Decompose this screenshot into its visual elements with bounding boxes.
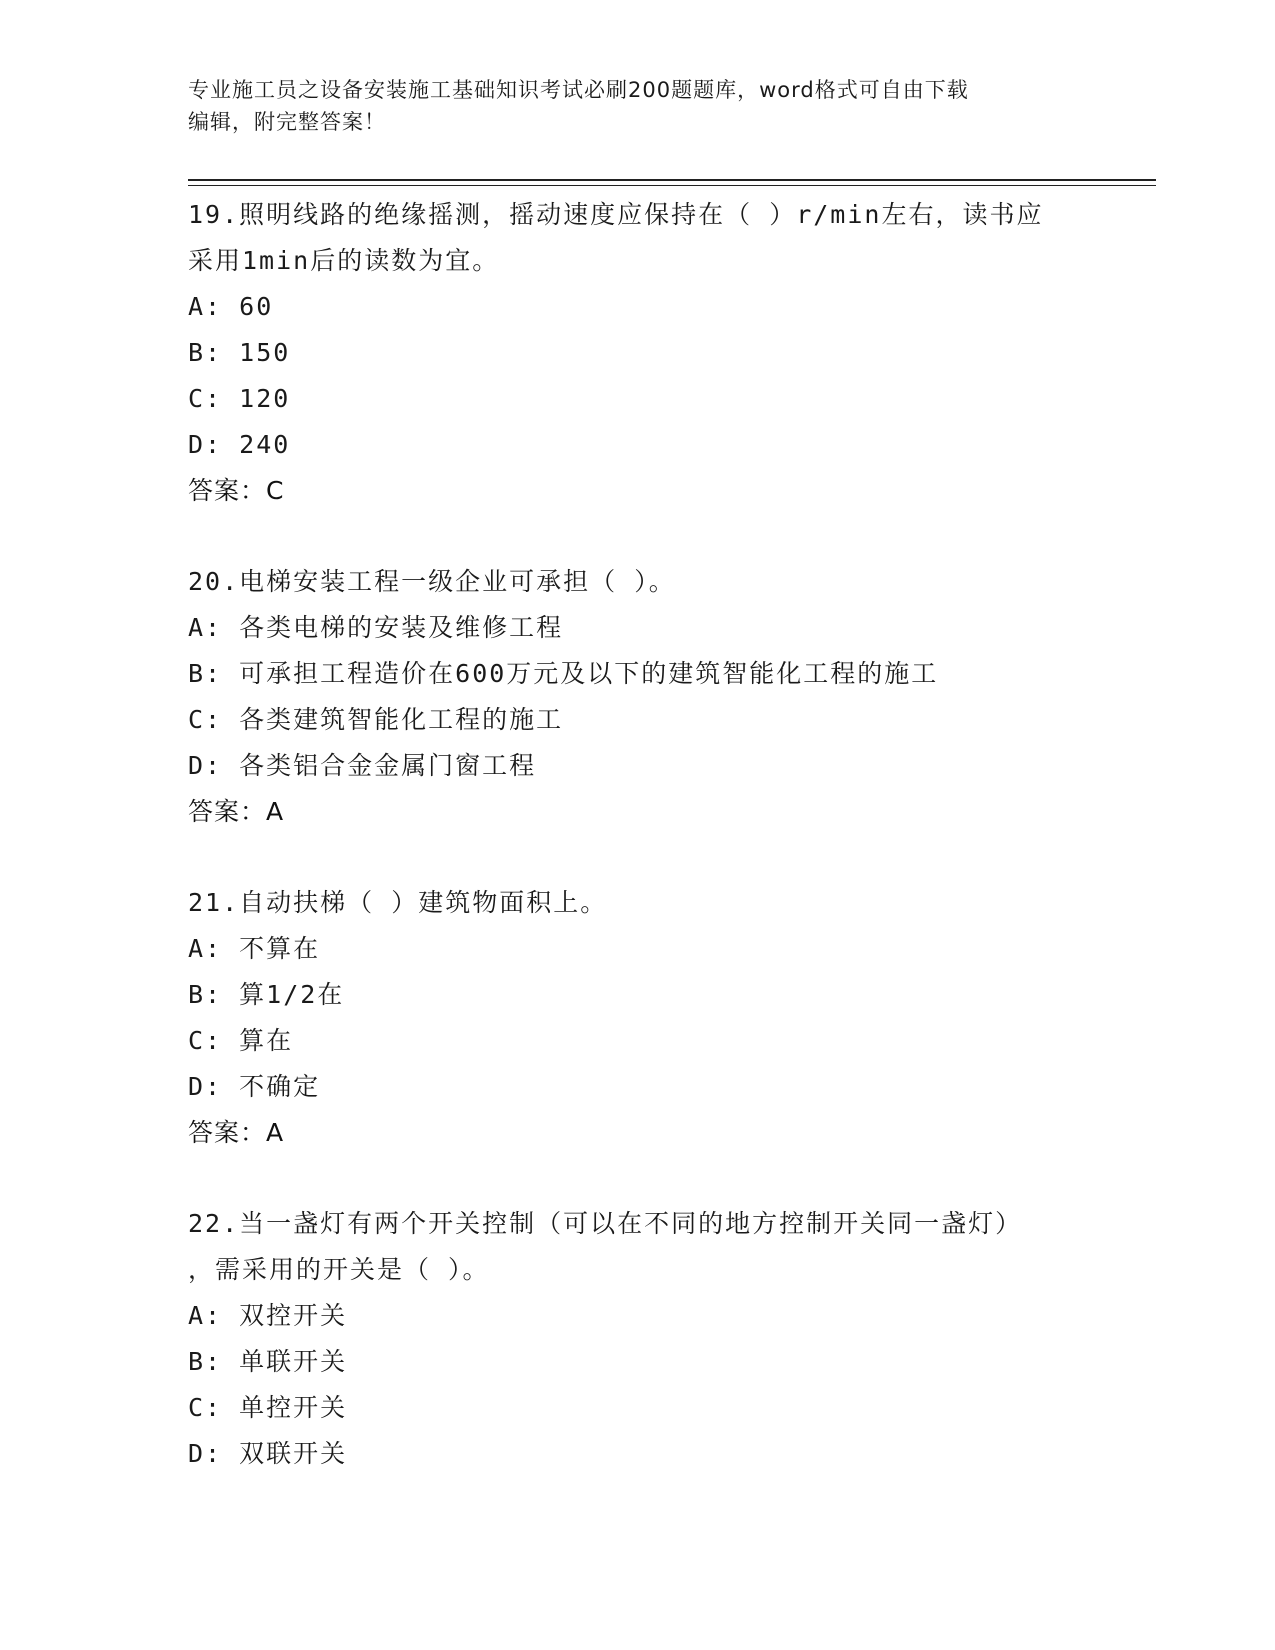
option-d: D: 240 xyxy=(188,430,291,459)
option-c: C: 单控开关 xyxy=(188,1393,348,1422)
header-line-2: 编辑，附完整答案！ xyxy=(188,110,386,134)
option-d: D: 不确定 xyxy=(188,1072,321,1101)
question-stem: 21.自动扶梯（ ）建筑物面积上。 xyxy=(188,888,608,917)
option-b: B: 可承担工程造价在600万元及以下的建筑智能化工程的施工 xyxy=(188,659,939,688)
option-a: A: 不算在 xyxy=(188,934,321,963)
option-b: B: 算1/2在 xyxy=(188,980,345,1009)
option-c: C: 算在 xyxy=(188,1026,294,1055)
option-a: A: 60 xyxy=(188,292,274,321)
question-stem-continued: ，需采用的开关是（ ）。 xyxy=(188,1255,490,1284)
option-c: C: 各类建筑智能化工程的施工 xyxy=(188,705,564,734)
question-stem: 22.当一盏灯有两个开关控制（可以在不同的地方控制开关同一盏灯） xyxy=(188,1209,1023,1238)
question-22 xyxy=(188,1201,1088,1477)
question-21 xyxy=(188,880,1088,1156)
header-divider-thick xyxy=(188,179,1156,181)
question-stem: 19.照明线路的绝缘摇测，摇动速度应保持在（ ）r/min左右，读书应 xyxy=(188,200,1044,229)
header-divider-thin xyxy=(188,185,1156,186)
question-19 xyxy=(188,192,1088,514)
option-d: D: 双联开关 xyxy=(188,1439,348,1468)
question-20 xyxy=(188,559,1088,835)
option-d: D: 各类铝合金金属门窗工程 xyxy=(188,751,537,780)
question-list xyxy=(188,192,1088,1522)
option-b: B: 单联开关 xyxy=(188,1347,348,1376)
document-header xyxy=(188,74,1068,138)
answer-label: 答案：C xyxy=(188,476,285,505)
option-a: A: 双控开关 xyxy=(188,1301,348,1330)
option-c: C: 120 xyxy=(188,384,291,413)
answer-label: 答案：A xyxy=(188,1118,285,1147)
answer-label: 答案：A xyxy=(188,797,285,826)
question-stem: 20.电梯安装工程一级企业可承担（ ）。 xyxy=(188,567,676,596)
header-line-1: 专业施工员之设备安装施工基础知识考试必刷200题题库，word格式可自由下载 xyxy=(188,78,969,102)
option-a: A: 各类电梯的安装及维修工程 xyxy=(188,613,564,642)
option-b: B: 150 xyxy=(188,338,291,367)
question-stem-continued: 采用1min后的读数为宜。 xyxy=(188,246,500,275)
